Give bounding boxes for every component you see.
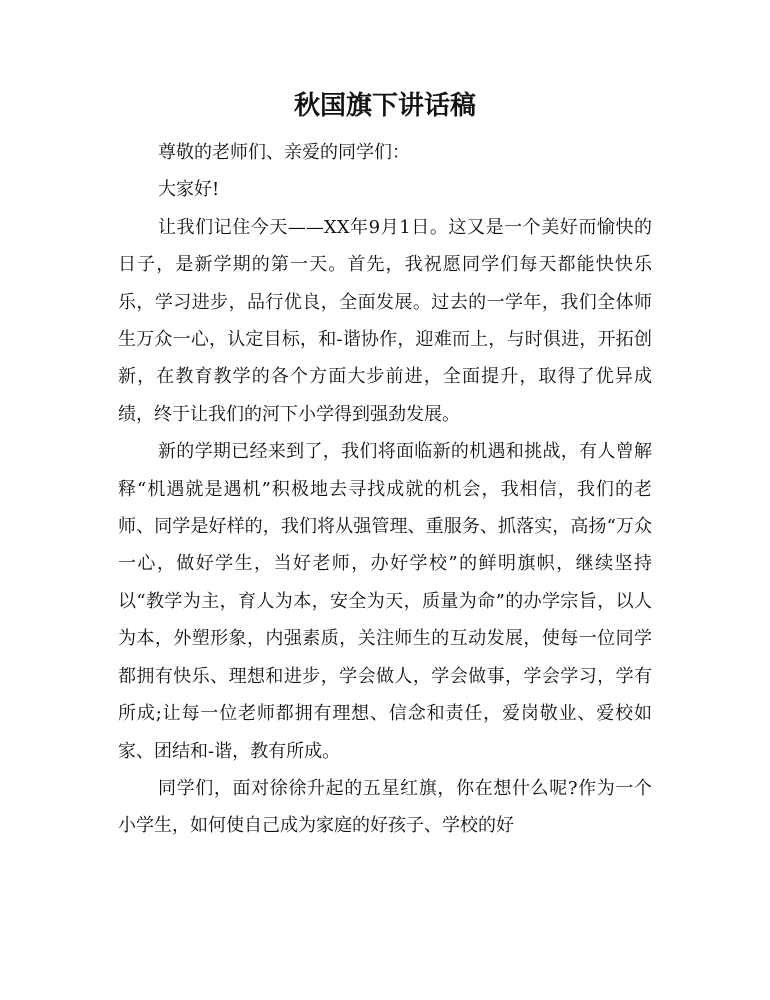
paragraph-greeting: 大家好!	[158, 179, 220, 201]
paragraph-new-semester: 新的学期已经来到了，我们将面临新的机遇和挑战，有人曾解释“机遇就是遇机”积极地去寻找成就的机会，我相信，我们的老师、同学是好样的，我们将从强管理、重服务、抓落实，高扬“万众一心，做好学生，当好老师，办好学校”的鲜明旗帜，继续坚持以“教学为主，育人为本，安全为天，质量为命”的办学宗旨，以人为本，外塑形象，内强素质，关注师生的互动发展，使每一位同学都拥有快乐、理想和进步，学会做人，学会做事，学会学习，学有所成;让每一位老师都拥有理想、信念和责任，爱岗敬业、爱校如家、团结和-谐，教有所成。	[118, 441, 652, 762]
document-title: 秋国旗下讲话稿	[293, 91, 476, 121]
paragraph-salutation: 尊敬的老师们、亲爱的同学们：	[158, 142, 410, 163]
paragraph-opening: 让我们记住今天——XX年9月1日。这又是一个美好而愉快的日子，是新学期的第一天。首先，我祝愿同学们每天都能快快乐乐，学习进步，品行优良，全面发展。过去的一学年，我们全体师生万众一心，认定目标，和-谐协作，迎难而上，与时俱进，开拓创新，在教育教学的各个方面大步前进，全面提升，取得了优异成绩，终于让我们的河下小学得到强劲发展。	[118, 216, 652, 425]
document-body	[118, 134, 652, 845]
paragraph-flag: 同学们，面对徐徐升起的五星红旗，你在想什么呢?作为一个小学生，如何使自己成为家庭的好孩子、学校的好	[118, 777, 652, 837]
